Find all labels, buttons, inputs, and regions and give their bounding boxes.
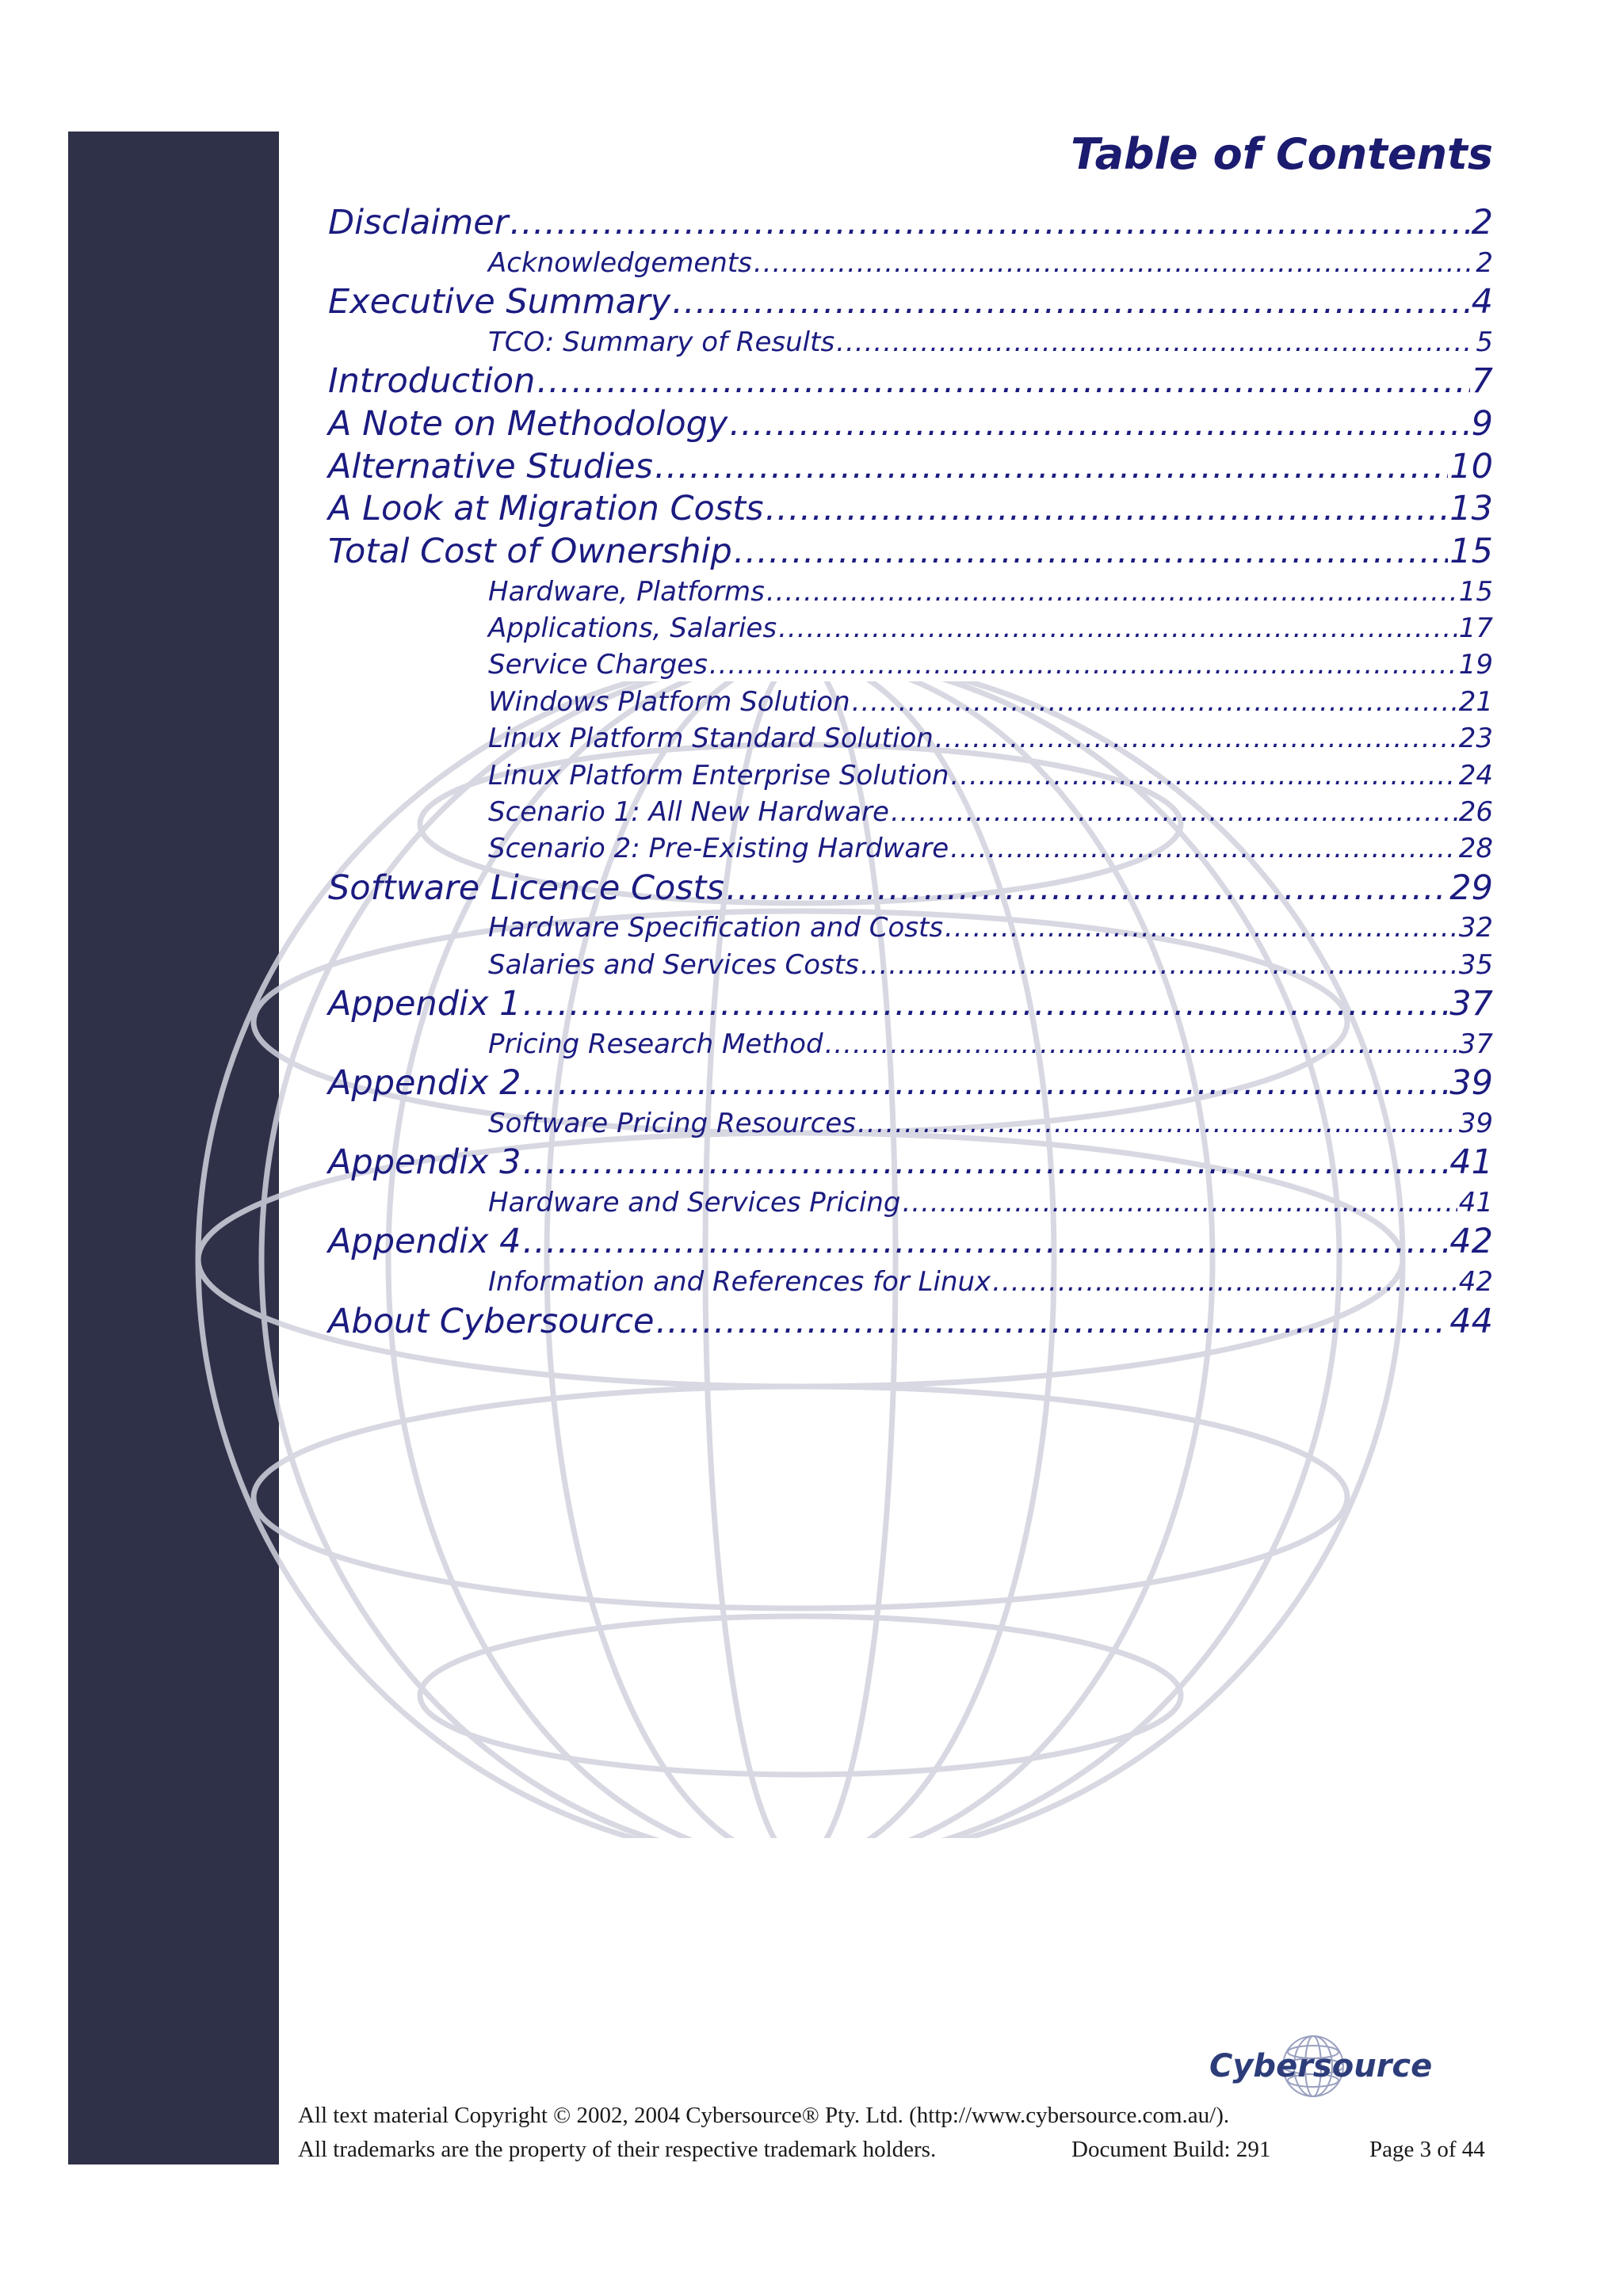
toc-entry[interactable]: [328, 1301, 1493, 1344]
toc-page-number: 37: [1449, 984, 1493, 1024]
toc-entry-label: TCO: Summary of Results: [488, 326, 835, 358]
page-number: Page 3 of 44: [1369, 2137, 1485, 2162]
toc-leader-dots: [522, 1142, 1448, 1184]
toc-page-number: 39: [1458, 1107, 1493, 1139]
toc-subentry[interactable]: [328, 1105, 1493, 1142]
toc-leader-dots: [852, 684, 1457, 720]
toc-page-number: 41: [1449, 1142, 1493, 1183]
toc-entry-label: Linux Platform Enterprise Solution: [488, 759, 949, 791]
toc-entry[interactable]: [328, 202, 1493, 245]
document-build: Document Build: 291: [1071, 2137, 1271, 2162]
trademark-notice: All trademarks are the property of their respective trademark holders.: [298, 2137, 937, 2162]
logo-text: Cybersource: [1209, 2048, 1433, 2084]
toc-entry-label: Acknowledgements: [488, 246, 752, 279]
toc-page-number: 10: [1449, 446, 1493, 486]
toc-page-number: 37: [1458, 1028, 1493, 1060]
toc-page-number: 2: [1476, 246, 1493, 279]
toc-page-number: 26: [1458, 795, 1493, 828]
toc-leader-dots: [778, 610, 1457, 646]
toc-entry-label: Information and References for Linux: [488, 1266, 991, 1299]
toc-leader-dots: [729, 403, 1469, 446]
toc-entry-label: Hardware, Platforms: [488, 575, 765, 608]
toc-page-number: 13: [1449, 489, 1493, 529]
toc-entry-label: Windows Platform Solution: [488, 685, 850, 718]
toc-page-number: 21: [1458, 685, 1493, 718]
toc-subentry[interactable]: [328, 910, 1493, 946]
toc-leader-dots: [655, 446, 1448, 489]
toc-entry-label: Executive Summary: [328, 282, 671, 322]
toc-page-number: 17: [1458, 612, 1493, 644]
toc-page-number: 19: [1458, 649, 1493, 681]
toc-leader-dots: [734, 531, 1449, 574]
toc-page-number: 9: [1471, 403, 1493, 444]
toc-page-number: 28: [1458, 833, 1493, 865]
toc-leader-dots: [766, 488, 1449, 531]
toc-subentry[interactable]: [328, 1026, 1493, 1062]
toc-subentry[interactable]: [328, 610, 1493, 646]
toc-entry[interactable]: [328, 1221, 1493, 1264]
toc-entry-label: Hardware Specification and Costs: [488, 912, 944, 944]
toc-entry-label: Software Pricing Resources: [488, 1107, 856, 1139]
toc-leader-dots: [891, 794, 1457, 830]
toc-page-number: 32: [1458, 912, 1493, 944]
toc-page-number: 44: [1449, 1301, 1493, 1341]
toc-page-number: 7: [1471, 361, 1493, 402]
toc-entry-label: Appendix 2: [328, 1063, 521, 1104]
toc-leader-dots: [857, 1105, 1457, 1142]
toc-title: Table of Contents: [1071, 129, 1493, 179]
toc-entry-label: A Note on Methodology: [328, 403, 728, 444]
toc-entry-label: Introduction: [328, 361, 536, 402]
toc-page-number: 15: [1458, 575, 1493, 608]
toc-entry-label: Software Licence Costs: [328, 868, 724, 908]
toc-subentry[interactable]: [328, 720, 1493, 757]
toc-subentry[interactable]: [328, 1264, 1493, 1300]
toc-subentry[interactable]: [328, 324, 1493, 360]
toc-entry-label: Disclaimer: [328, 203, 509, 242]
toc-entry[interactable]: [328, 1062, 1493, 1105]
toc-page-number: 39: [1449, 1063, 1493, 1104]
toc-leader-dots: [861, 947, 1457, 983]
toc-subentry[interactable]: [328, 1184, 1493, 1221]
toc-page-number: 41: [1458, 1187, 1493, 1219]
toc-subentry[interactable]: [328, 684, 1493, 720]
toc-page-number: 23: [1458, 723, 1493, 755]
toc-entry-label: Applications, Salaries: [488, 612, 777, 644]
toc-leader-dots: [510, 202, 1469, 245]
toc-entry-label: Pricing Research Method: [488, 1028, 823, 1060]
toc-leader-dots: [836, 324, 1474, 360]
toc-entry[interactable]: [328, 531, 1493, 574]
toc-entry-label: Scenario 1: All New Hardware: [488, 795, 889, 828]
toc-page-number: 15: [1449, 531, 1493, 571]
toc-entry-label: Total Cost of Ownership: [328, 531, 732, 571]
toc-page-number: 29: [1449, 868, 1493, 908]
toc-leader-dots: [522, 1221, 1448, 1264]
toc-page-number: 2: [1471, 203, 1493, 242]
toc-leader-dots: [766, 574, 1457, 610]
toc-subentry[interactable]: [328, 757, 1493, 794]
toc-subentry[interactable]: [328, 830, 1493, 867]
toc-entry-label: Appendix 4: [328, 1222, 521, 1262]
toc-leader-dots: [902, 1184, 1457, 1221]
toc-entry[interactable]: [328, 281, 1493, 324]
toc-leader-dots: [950, 830, 1457, 867]
toc-leader-dots: [537, 360, 1469, 403]
toc-leader-dots: [655, 1301, 1448, 1344]
toc-page-number: 42: [1458, 1266, 1493, 1299]
toc-entry-label: Appendix 1: [328, 984, 521, 1024]
toc-subentry[interactable]: [328, 947, 1493, 983]
toc-entry[interactable]: [328, 983, 1493, 1026]
toc-leader-dots: [945, 910, 1457, 946]
toc-subentry[interactable]: [328, 794, 1493, 830]
toc-leader-dots: [992, 1264, 1457, 1300]
table-of-contents: [328, 202, 1493, 1343]
toc-entry-label: Hardware and Services Pricing: [488, 1187, 901, 1219]
copyright-notice: All text material Copyright © 2002, 2004 Cybersource® Pty. Ltd. (http://www.cybersource.com.au/).: [298, 2103, 1230, 2128]
toc-entry-label: Linux Platform Standard Solution: [488, 723, 934, 755]
toc-page-number: 42: [1449, 1222, 1493, 1262]
toc-leader-dots: [950, 757, 1457, 794]
toc-entry-label: Appendix 3: [328, 1142, 521, 1183]
toc-entry-label: Salaries and Services Costs: [488, 948, 859, 981]
toc-entry-label: A Look at Migration Costs: [328, 489, 764, 529]
toc-entry[interactable]: [328, 868, 1493, 910]
toc-page-number: 24: [1458, 759, 1493, 791]
toc-entry-label: About Cybersource: [328, 1301, 655, 1341]
toc-leader-dots: [726, 868, 1448, 910]
toc-entry[interactable]: [328, 488, 1493, 531]
toc-entry[interactable]: [328, 360, 1493, 403]
toc-entry-label: Scenario 2: Pre-Existing Hardware: [488, 833, 949, 865]
toc-leader-dots: [522, 983, 1448, 1026]
footer-line: [298, 2137, 1495, 2163]
toc-entry[interactable]: [328, 403, 1493, 446]
cybersource-logo: [1205, 2033, 1433, 2100]
toc-leader-dots: [522, 1062, 1448, 1105]
toc-page-number: 35: [1458, 948, 1493, 981]
toc-page-number: 4: [1471, 282, 1493, 322]
toc-leader-dots: [825, 1026, 1457, 1062]
toc-leader-dots: [709, 646, 1457, 683]
toc-subentry[interactable]: [328, 574, 1493, 610]
toc-subentry[interactable]: [328, 646, 1493, 683]
toc-leader-dots: [935, 720, 1457, 757]
toc-leader-dots: [754, 245, 1474, 281]
toc-entry[interactable]: [328, 446, 1493, 489]
toc-entry[interactable]: [328, 1142, 1493, 1184]
toc-subentry[interactable]: [328, 245, 1493, 281]
toc-page-number: 5: [1476, 326, 1493, 358]
toc-entry-label: Service Charges: [488, 649, 708, 681]
toc-leader-dots: [672, 281, 1469, 324]
toc-entry-label: Alternative Studies: [328, 446, 653, 486]
